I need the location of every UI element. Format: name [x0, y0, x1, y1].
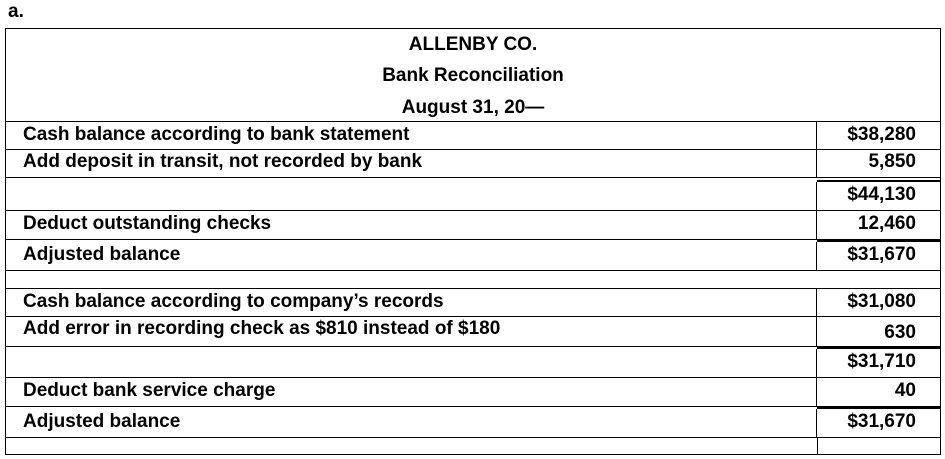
row-label: Add error in recording check as $810 instead of $180	[6, 316, 817, 346]
table-row	[6, 349, 940, 378]
table-row	[6, 242, 940, 271]
row-amount: $31,080	[847, 291, 916, 312]
bank-reconciliation-table	[5, 28, 941, 455]
row-amount: $44,130	[847, 184, 916, 205]
row-amount: $31,670	[847, 411, 916, 432]
row-amount: $31,710	[847, 351, 916, 372]
row-amount: 40	[894, 380, 916, 401]
row-amount: 5,850	[868, 151, 916, 172]
row-label: Deduct bank service charge	[6, 378, 817, 406]
table-row	[6, 378, 940, 407]
row-amount: $31,670	[847, 244, 916, 265]
row-label	[6, 182, 817, 210]
row-label: Cash balance according to company’s records	[6, 289, 817, 316]
row-amount: 630	[884, 322, 916, 343]
company-name: ALLENBY CO.	[408, 34, 538, 55]
table-row	[6, 316, 940, 347]
table-row	[6, 288, 940, 317]
statement-date: August 31, 20—	[401, 97, 545, 118]
table-row	[6, 121, 940, 150]
table-row	[6, 409, 940, 438]
row-amount: $38,280	[847, 124, 916, 145]
row-label: Cash balance according to bank statement	[6, 122, 817, 149]
row-label	[6, 349, 817, 377]
table-row	[6, 211, 940, 240]
row-label: Add deposit in transit, not recorded by bank	[6, 149, 817, 177]
row-label: Adjusted balance	[6, 409, 817, 437]
row-amount: 12,460	[857, 213, 916, 234]
part-label: a.	[8, 1, 24, 22]
statement-title: Bank Reconciliation	[382, 65, 564, 86]
row-label: Deduct outstanding checks	[6, 211, 817, 239]
column-divider	[817, 438, 818, 454]
table-row	[6, 182, 940, 211]
row-label: Adjusted balance	[6, 242, 817, 270]
table-row	[6, 149, 940, 178]
